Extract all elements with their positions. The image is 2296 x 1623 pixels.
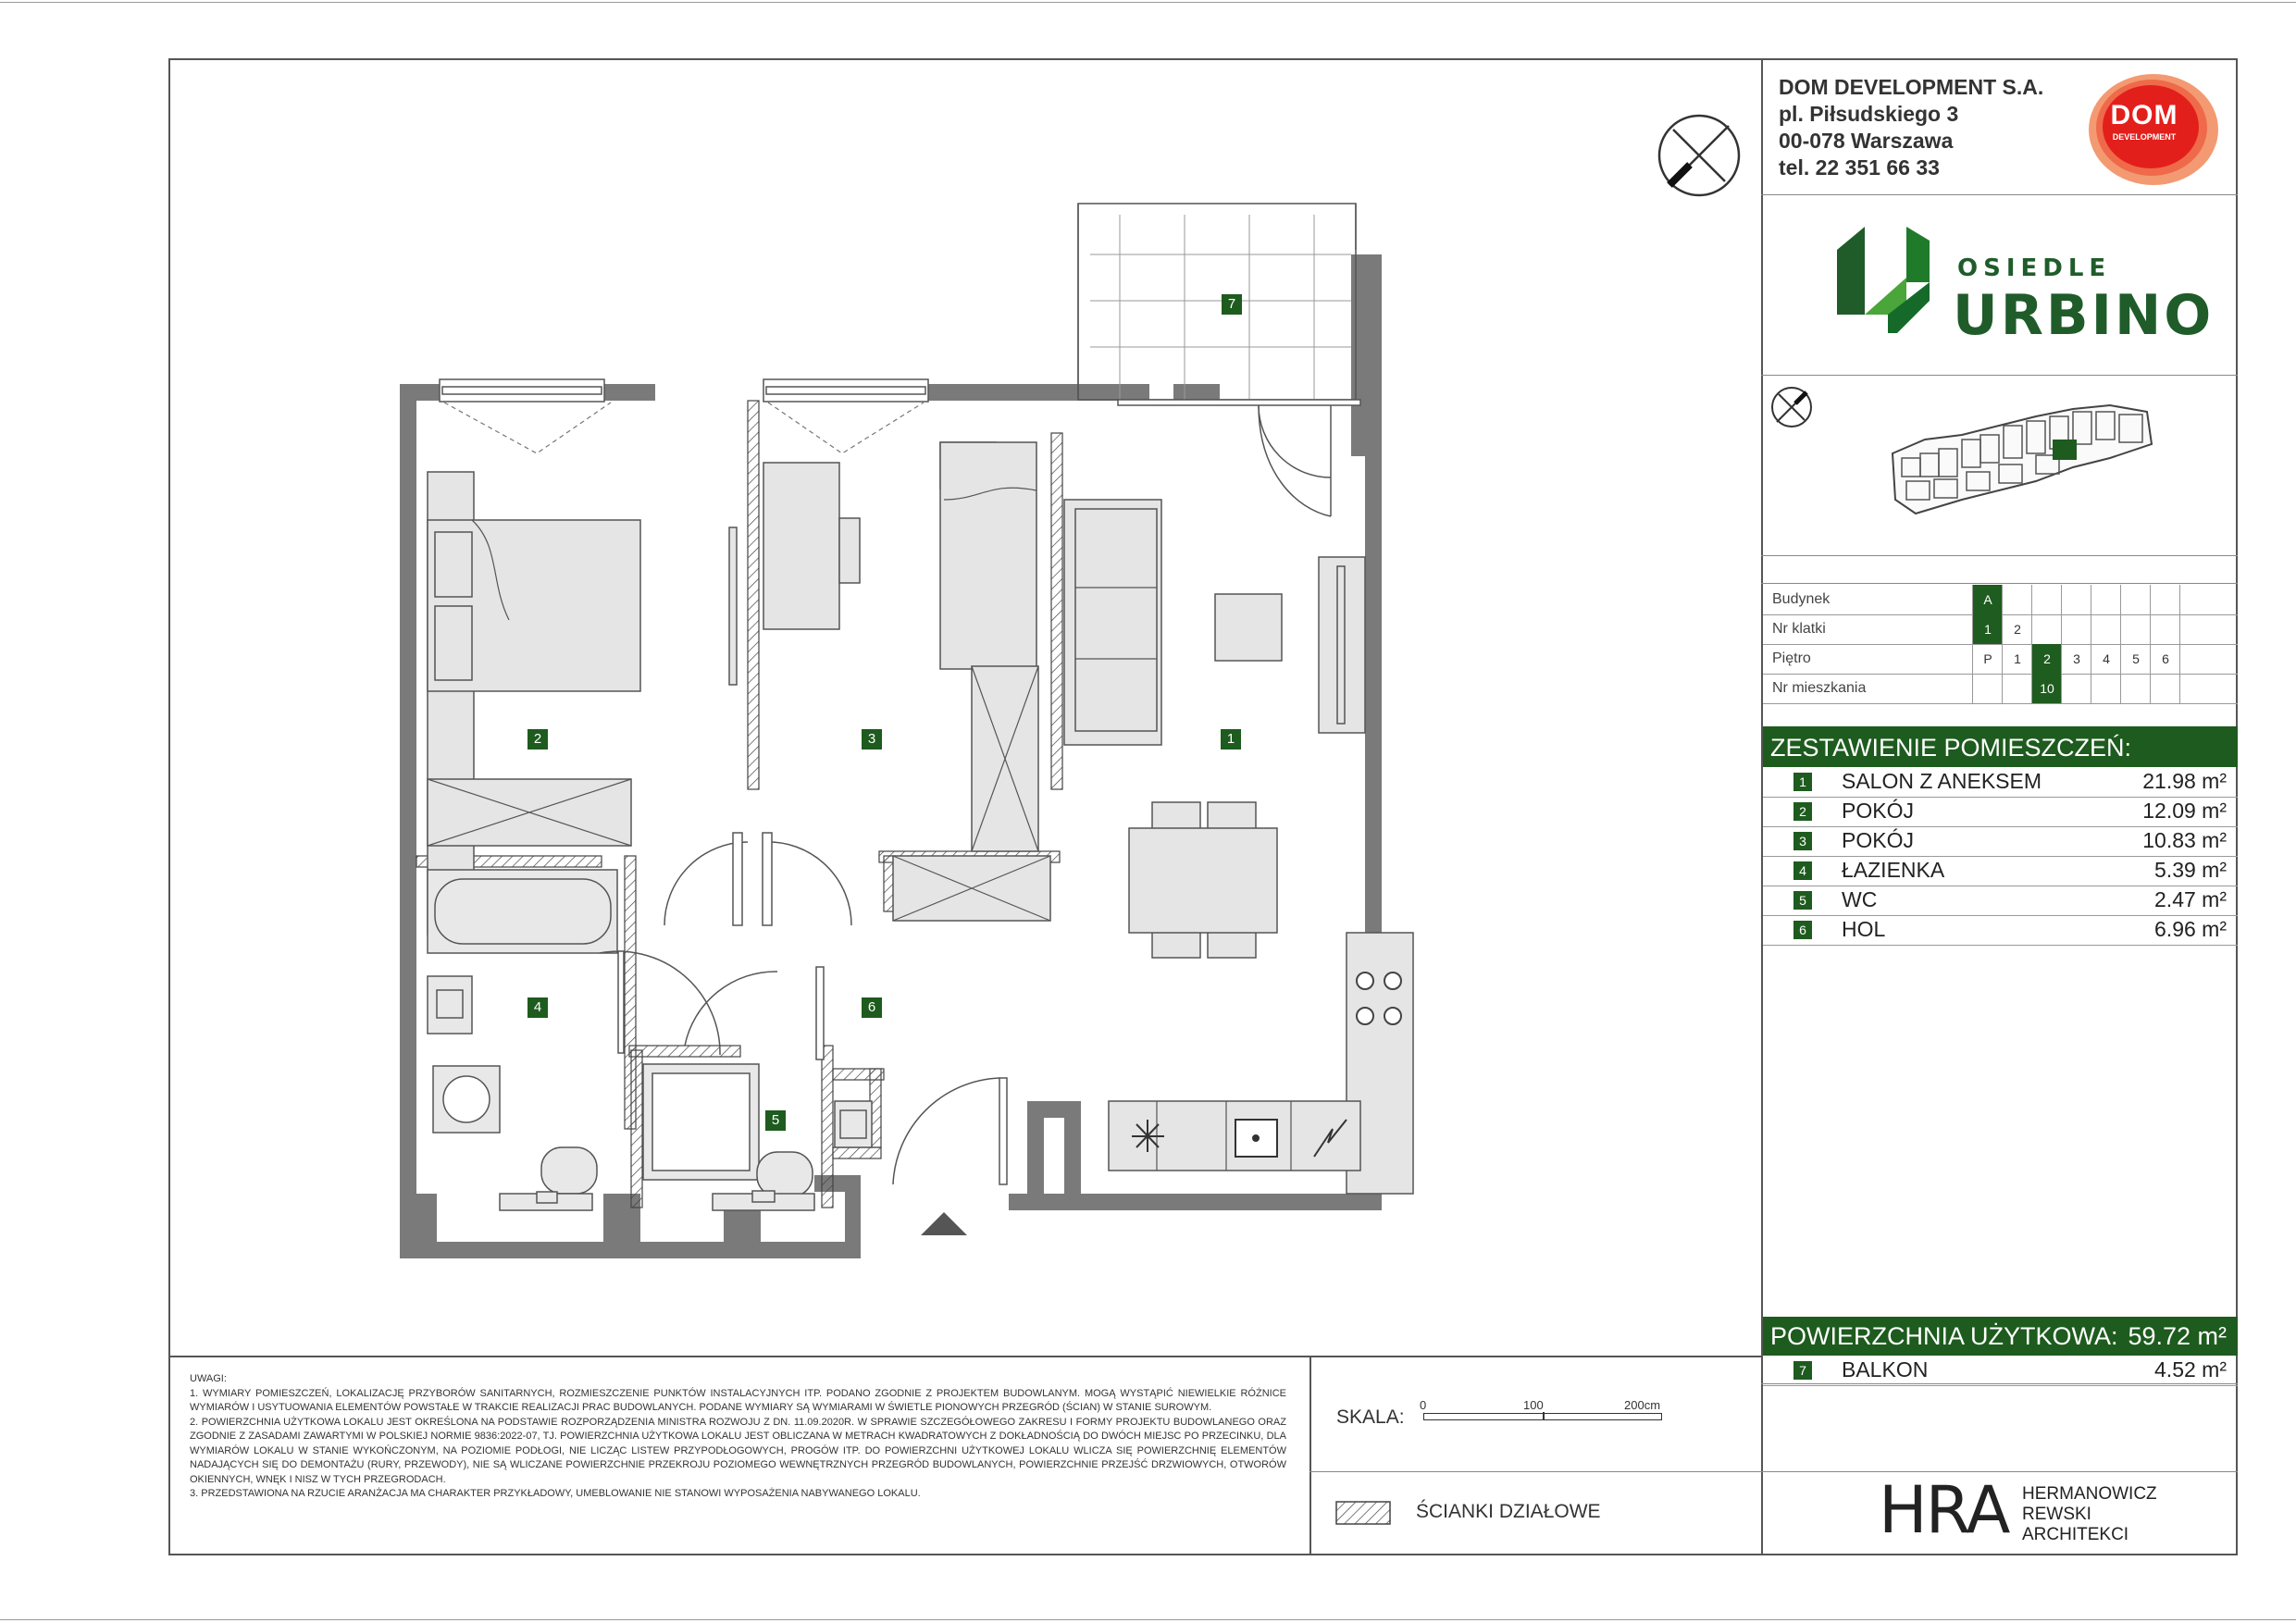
location-cell (2091, 585, 2121, 614)
plan-label-5: 5 (765, 1110, 786, 1131)
scale-label: SKALA: (1336, 1406, 1405, 1428)
scale-tick-100: 100 (1523, 1398, 1544, 1412)
plan-label-4: 4 (527, 997, 548, 1018)
architect-line3: ARCHITEKCI (2022, 1525, 2129, 1544)
mini-compass-icon (1769, 385, 1814, 429)
room-row (1763, 826, 2238, 857)
location-label: Nr klatki (1772, 621, 1826, 637)
plan-label-2: 2 (527, 729, 548, 750)
room-name: ŁAZIENKA (1842, 858, 1945, 882)
note-item: 3. PRZEDSTAWIONA NA RZUCIE ARANŻACJA MA CHARAKTER PRZYKŁADOWY, UMEBLOWANIE NIE STANOWI WYPOSAŻENIA NABYWANEGO LOKALU. (190, 1488, 921, 1499)
location-cell (2002, 674, 2032, 703)
room-num: 4 (1793, 861, 1812, 880)
room-area: 21.98 m² (2142, 769, 2227, 793)
room-num: 5 (1793, 891, 1812, 910)
room-area: 2.47 m² (2154, 887, 2227, 911)
balcony-row (1763, 1356, 2238, 1386)
room-name: POKÓJ (1842, 828, 1914, 852)
room-name: SALON Z ANEKSEM (1842, 769, 2042, 793)
location-cell (2031, 614, 2062, 644)
location-cell (2150, 674, 2180, 703)
room-num: 6 (1793, 921, 1812, 939)
location-cell (2002, 585, 2032, 614)
partition-legend-swatch (1335, 1501, 1391, 1525)
location-cell (2120, 585, 2151, 614)
page-bottom-border (0, 1619, 2296, 1620)
room-num: 3 (1793, 832, 1812, 850)
location-row (1763, 644, 2238, 675)
location-row (1763, 614, 2238, 645)
location-cell (2150, 614, 2180, 644)
location-cell (2061, 585, 2091, 614)
location-cell (2179, 614, 2210, 644)
location-cell (2031, 585, 2062, 614)
location-cell: 3 (2061, 644, 2091, 674)
location-cell: 10 (2031, 674, 2062, 703)
architect-logo: HRA (1879, 1472, 2009, 1548)
room-area: 5.39 m² (2154, 858, 2227, 882)
room-area: 12.09 m² (2142, 799, 2227, 823)
room-name: POKÓJ (1842, 799, 1914, 823)
location-cell (2091, 674, 2121, 703)
company-street: pl. Piłsudskiego 3 (1779, 102, 1959, 126)
location-label: Piętro (1772, 650, 1811, 666)
notes-divider (168, 1356, 1762, 1357)
location-cell (2061, 674, 2091, 703)
dom-logo-sub: DEVELOPMENT (2112, 132, 2177, 142)
architect-name (2022, 1484, 2157, 1545)
location-cell: A (1972, 585, 2003, 614)
usable-area-bar (1763, 1317, 2238, 1356)
sidebar-line (1761, 555, 2238, 556)
plan-label-6: 6 (862, 997, 882, 1018)
location-cell: 4 (2091, 644, 2121, 674)
company-city: 00-078 Warszawa (1779, 129, 1954, 153)
location-cell (2179, 585, 2210, 614)
scale-divider (1309, 1356, 1311, 1555)
location-cell: 1 (1972, 614, 2003, 644)
room-row (1763, 767, 2238, 798)
location-label: Nr mieszkania (1772, 680, 1867, 696)
scale-tick-0: 0 (1420, 1398, 1427, 1412)
location-cell: 6 (2150, 644, 2180, 674)
room-area: 10.83 m² (2142, 828, 2227, 852)
partition-legend-label: ŚCIANKI DZIAŁOWE (1416, 1501, 1601, 1522)
room-num: 7 (1793, 1361, 1812, 1380)
location-label: Budynek (1772, 591, 1831, 607)
sidebar-line (1761, 583, 2238, 584)
company-name: DOM DEVELOPMENT S.A. (1779, 75, 2044, 99)
location-cell (2061, 614, 2091, 644)
floor-plan (389, 194, 1434, 1258)
room-row (1763, 886, 2238, 916)
location-cell: 1 (2002, 644, 2032, 674)
room-name: WC (1842, 887, 1878, 911)
company-phone: tel. 22 351 66 33 (1779, 155, 1940, 180)
urbino-logo-icon (1837, 227, 1939, 342)
location-row (1763, 585, 2238, 615)
location-cell: 5 (2120, 644, 2151, 674)
location-cell: 2 (2031, 644, 2062, 674)
architect-line2: REWSKI (2022, 1505, 2091, 1524)
sidebar-line (1761, 194, 2238, 195)
location-cell (2091, 614, 2121, 644)
project-line1: OSIEDLE (1957, 254, 2112, 282)
north-arrow-icon (1657, 113, 1742, 198)
room-area: 6.96 m² (2154, 917, 2227, 941)
location-row (1763, 674, 2238, 704)
plan-label-3: 3 (862, 729, 882, 750)
location-cell (2179, 644, 2210, 674)
room-name: BALKON (1842, 1357, 1929, 1381)
location-cell (2120, 614, 2151, 644)
site-keyplan (1888, 398, 2156, 527)
company-address (1779, 74, 2043, 181)
sidebar-line (1761, 375, 2238, 376)
note-item: 2. POWIERZCHNIA UŻYTKOWA LOKALU JEST OKREŚLONA NA PODSTAWIE ROZPORZĄDZENIA MINISTRA ROZWOJU Z DN. 11.09.2020R. W SPRAWIE SZCZEGÓŁOWEGO ZAKRESU I FORMY PROJEKTU BUDOWLANEGO ORAZ ZGODNIE Z ZASADAMI ZAWARTYMI W POLSKIEJ NORMIE 9836:2022-07, TJ. POWIERZCHNIA UŻYTKOWA LOKALU JEST OBLICZANA W METRACH KWADRATOWYCH Z DOKŁADNOŚCIĄ DO DWÓCH MIEJSC PO PRZECINKU, DLA WYMIARÓW LOKALU W STANIE WYKOŃCZONYM, NA POZIOMIE PODŁOGI, NIE LICZĄC LISTEW PRZYPODŁOGOWYCH, PROGÓW ITP. DO POWIERZCHNI UŻYTKOWEJ LOKALU WLICZA SIĘ POWIERZCHNIĘ ELEMENTÓW NADAJĄCYCH SIĘ DO DEMONTAŻU (RURY, PRZEWODY), NIE SĄ WLICZANE POWIERZCHNIE PRZEKROJU POZIOMEGO WEWNĘTRZNYCH PRZEGRÓD BUDOWLANYCH, POWIERZCHNIE PRZEJŚĆ DRZWIOWYCH, OTWORÓW OKIENNYCH, WNĘK I NISZ W TYCH PRZEGRODACH. (190, 1416, 1286, 1485)
room-name: HOL (1842, 917, 1886, 941)
scale-bar (1423, 1413, 1662, 1420)
notes-title: UWAGI: (190, 1373, 227, 1384)
plan-label-7: 7 (1222, 294, 1242, 315)
room-num: 2 (1793, 802, 1812, 821)
architect-line1: HERMANOWICZ (2022, 1484, 2157, 1504)
location-cell (2179, 674, 2210, 703)
location-cell: P (1972, 644, 2003, 674)
location-cell: 2 (2002, 614, 2032, 644)
room-num: 1 (1793, 773, 1812, 791)
dom-logo-text: DOM (2110, 100, 2178, 130)
room-area: 4.52 m² (2154, 1357, 2227, 1381)
room-row (1763, 856, 2238, 886)
plan-label-1: 1 (1221, 729, 1241, 750)
location-cell (2150, 585, 2180, 614)
scale-tick-200: 200cm (1624, 1398, 1661, 1412)
rooms-title: ZESTAWIENIE POMIESZCZEŃ: (1770, 734, 2132, 762)
page-top-border (0, 2, 2296, 3)
room-row (1763, 915, 2238, 946)
usable-area-value: 59.72 m² (2128, 1322, 2227, 1350)
location-cell (1972, 674, 2003, 703)
note-item: 1. WYMIARY POMIESZCZEŃ, LOKALIZACJĘ PRZYBORÓW SANITARNYCH, ROZMIESZCZENIE PUNKTÓW INSTALACYJNYCH ITP. PODANO ZGODNIE Z PROJEKTEM BUDOWLANYM. MOGĄ WYSTĄPIĆ NIEWIELKIE RÓŻNICE WYMIARÓW I USYTUOWANIA ELEMENTÓW POWSTAŁE W TRAKCIE REALIZACJI PRAC BUDOWLANYCH. PODANE WYMIARY SĄ WYMIARAMI W ŚWIETLE PIONOWYCH PRZEGRÓD (ŚCIAN) W STANIE SUROWYM. (190, 1387, 1286, 1413)
project-line2: URBINO (1953, 283, 2215, 348)
usable-area-label: POWIERZCHNIA UŻYTKOWA: (1770, 1322, 2118, 1350)
rooms-title-bar (1763, 726, 2238, 767)
location-cell (2120, 674, 2151, 703)
notes (190, 1372, 1286, 1502)
room-row (1763, 797, 2238, 827)
scale-legend-divider (1309, 1471, 1761, 1472)
